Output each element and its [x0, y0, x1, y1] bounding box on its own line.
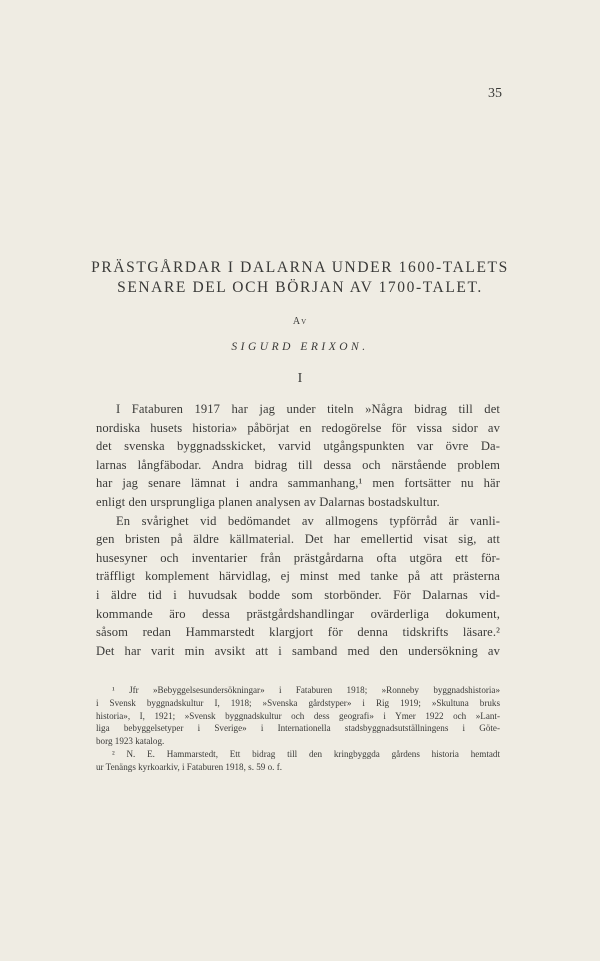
body-line: enligt den ursprungliga planen analysen av Dalarnas bostadskultur. — [96, 494, 440, 509]
body-line: har jag senare lämnat i andra sammanhang,¹ men fortsätter nu här — [96, 476, 500, 491]
footnote-line: ¹ Jfr »Bebyggelsesundersökningar» i Fataburen 1918; »Ronneby byggnadshistoria» — [112, 685, 500, 695]
byline-prefix: Av — [292, 316, 308, 327]
body-line: gen bristen på äldre källmaterial. Det har emellertid visat sig, att — [96, 532, 500, 547]
footnote-line: borg 1923 katalog. — [96, 736, 165, 747]
footnote-line: ² N. E. Hammarstedt, Ett bidrag till den kringbyggda gårdens historia hemtadt — [112, 748, 500, 759]
footnote-line: liga bebyggelsetyper i Sverige» i Internationella stadsbyggnadsutställningens i Göte- — [96, 723, 500, 734]
body-line: En svårighet vid bedömandet av allmogens typförråd är vanli- — [116, 513, 500, 528]
body-text — [96, 400, 500, 660]
section-number: I — [297, 371, 303, 386]
body-line: det svenska byggnadsskicket, varvid utgångspunkten var övre Da- — [96, 439, 500, 454]
body-line: nordiska husets historia» påbörjat en redogörelse för vissa sidor av — [96, 420, 500, 435]
article-title — [40, 258, 560, 298]
body-line: i äldre tid i huvudsak bodde som storbönder. För Dalarnas vid- — [96, 587, 500, 602]
body-line: Det har varit min avsikt att i samband med den undersökning av — [96, 643, 500, 658]
title-line-2: SENARE DEL OCH BÖRJAN AV 1700-TALET. — [117, 279, 483, 296]
body-line: larnas långfäbodar. Andra bidrag till dessa och närstående problem — [96, 457, 500, 472]
footnote-line: ur Tenängs kyrkoarkiv, i Fataburen 1918, s. 59 o. f. — [96, 761, 283, 772]
author-name: SIGURD ERIXON. — [231, 341, 369, 353]
body-line: husesyner och inventarier från prästgårdarna ofta utgöra ett för- — [96, 550, 500, 565]
footnote-line: historia», I, 1921; »Svensk byggnadskultur och dess geografi» i Ymer 1922 och »Lant- — [96, 710, 500, 721]
body-line: kommande äro dessa prästgårdshandlingar ovärderliga dokument, — [96, 606, 500, 621]
page-number: 35 — [488, 86, 502, 101]
footnote-line: i Svensk byggnadskultur I, 1918; »Svenska gårdstyper» i Rig 1919; »Skultuna bruks — [96, 697, 500, 708]
footnotes — [96, 684, 500, 774]
body-line: I Fataburen 1917 har jag under titeln »Några bidrag till det — [116, 402, 500, 416]
body-line: såsom redan Hammarstedt klargjort för denna tidskrifts läsare.² — [96, 625, 500, 640]
body-line: träffligt komplement härvidlag, ej minst med tanke på att prästerna — [96, 569, 500, 584]
title-line-1: PRÄSTGÅRDAR I DALARNA UNDER 1600-TALETS — [91, 259, 509, 276]
